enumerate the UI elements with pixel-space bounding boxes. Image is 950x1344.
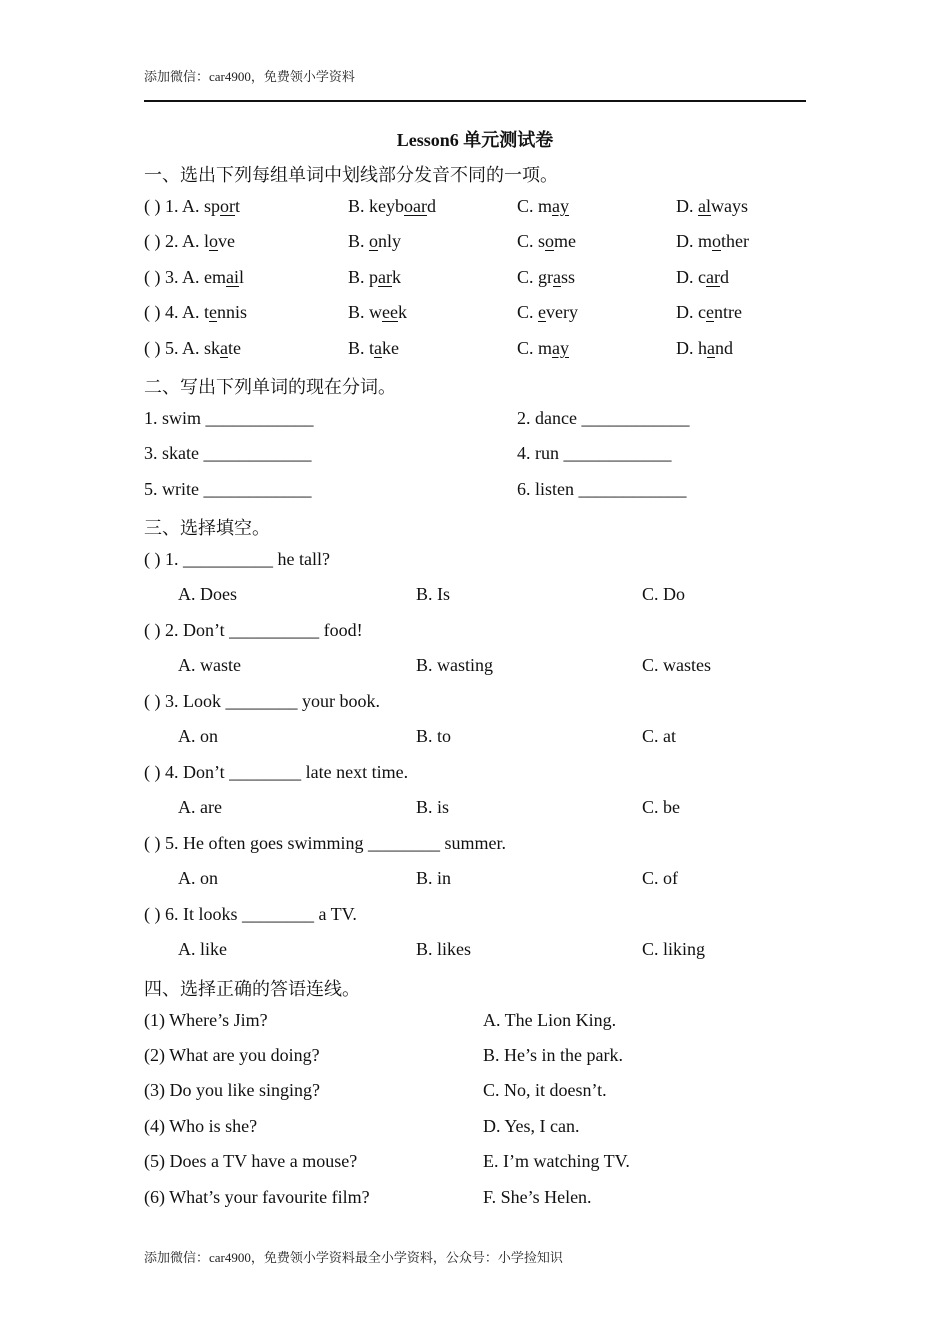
mc-question: ( ) 3. Look ________ your book. xyxy=(144,691,380,711)
participle-item-1: 1. swim ____________ xyxy=(144,408,314,428)
pronunciation-row xyxy=(144,267,244,288)
header-divider xyxy=(144,100,806,102)
mc-option-a: A. waste xyxy=(178,655,241,675)
option-text: D. m xyxy=(676,231,712,251)
pronunciation-option xyxy=(517,196,569,217)
mc-option-c: C. at xyxy=(642,726,676,746)
option-text: me xyxy=(554,231,577,251)
option-text: C. s xyxy=(517,231,546,251)
pronunciation-option xyxy=(204,196,240,216)
underlined-letters: or xyxy=(220,196,236,216)
mc-option-c: C. Do xyxy=(642,584,686,604)
pronunciation-option xyxy=(676,231,749,252)
pronunciation-option xyxy=(676,338,733,359)
pronunciation-option xyxy=(676,267,729,288)
option-text: D. xyxy=(676,196,698,216)
mc-question: ( ) 1. __________ he tall? xyxy=(144,549,330,569)
option-text: B. keyb xyxy=(348,196,404,216)
pronunciation-option xyxy=(348,231,401,252)
underlined-letters: oar xyxy=(404,196,427,216)
option-text: C. gr xyxy=(517,267,553,287)
option-text: B. xyxy=(348,231,370,251)
option-text: em xyxy=(204,267,226,287)
pronunciation-row xyxy=(144,338,241,359)
option-text: sp xyxy=(204,196,221,216)
section3-heading: 三、选择填空。 xyxy=(144,518,270,538)
match-answer: A. The Lion King. xyxy=(483,1010,617,1030)
mc-option-b: B. in xyxy=(416,868,452,888)
mc-option-c: C. wastes xyxy=(642,655,711,675)
option-text: B. p xyxy=(348,267,379,287)
mc-question: ( ) 2. Don’t __________ food! xyxy=(144,620,363,640)
question-number: ( ) 4. A. xyxy=(144,302,204,322)
pronunciation-row xyxy=(144,196,240,217)
mc-option-a: A. on xyxy=(178,868,218,888)
match-question: (5) Does a TV have a mouse? xyxy=(144,1151,358,1171)
pronunciation-option xyxy=(204,231,235,251)
option-text: te xyxy=(228,338,242,358)
underlined-letters: ay xyxy=(552,196,570,216)
option-text: t xyxy=(235,196,241,216)
question-number: ( ) 2. A. xyxy=(144,231,204,251)
option-text: D. c xyxy=(676,302,706,322)
pronunciation-option xyxy=(676,196,748,217)
question-number: ( ) 3. A. xyxy=(144,267,204,287)
underlined-letters: a xyxy=(553,267,561,287)
match-answer: C. No, it doesn’t. xyxy=(483,1080,607,1100)
underlined-letters: a xyxy=(374,338,383,358)
option-text: l xyxy=(239,267,245,287)
option-text: C. m xyxy=(517,338,553,358)
match-question: (6) What’s your favourite film? xyxy=(144,1187,370,1207)
page-footer: 添加微信：car4900，免费领小学资料最全小学资料，公众号：小学捡知识 xyxy=(144,1250,563,1265)
option-text: nnis xyxy=(217,302,248,322)
pronunciation-option xyxy=(348,338,399,359)
mc-option-a: A. like xyxy=(178,939,227,959)
mc-option-b: B. wasting xyxy=(416,655,494,675)
option-text: sk xyxy=(204,338,221,358)
match-answer: F. She’s Helen. xyxy=(483,1187,592,1207)
underlined-letters: a xyxy=(220,338,229,358)
option-text: l xyxy=(204,231,210,251)
mc-option-b: B. to xyxy=(416,726,452,746)
pronunciation-option xyxy=(204,338,241,358)
question-number: ( ) 1. A. xyxy=(144,196,204,216)
participle-item-2: 2. dance ____________ xyxy=(517,408,690,428)
option-text: ways xyxy=(711,196,748,216)
mc-option-c: C. of xyxy=(642,868,678,888)
option-text: B. t xyxy=(348,338,375,358)
mc-question: ( ) 5. He often goes swimming ________ summer. xyxy=(144,833,506,853)
option-text: d xyxy=(719,267,729,287)
underlined-letters: e xyxy=(706,302,714,322)
underlined-letters: o xyxy=(712,231,721,251)
underlined-letters: o xyxy=(545,231,555,251)
option-text: t xyxy=(204,302,210,322)
match-answer: D. Yes, I can. xyxy=(483,1116,580,1136)
underlined-letters: ee xyxy=(382,302,398,322)
underlined-letters: o xyxy=(209,231,219,251)
underlined-letters: ar xyxy=(706,267,720,287)
option-text: nly xyxy=(378,231,402,251)
option-text: ve xyxy=(218,231,236,251)
mc-option-c: C. liking xyxy=(642,939,706,959)
option-text: very xyxy=(546,302,578,322)
option-text: d xyxy=(426,196,436,216)
pronunciation-option xyxy=(676,302,742,323)
page-header: 添加微信：car4900，免费领小学资料 xyxy=(144,69,355,84)
mc-option-a: A. on xyxy=(178,726,218,746)
page-title: Lesson6 单元测试卷 xyxy=(396,130,554,150)
participle-item-3: 3. skate ____________ xyxy=(144,443,312,463)
pronunciation-option xyxy=(517,267,575,288)
match-question: (2) What are you doing? xyxy=(144,1045,320,1065)
section1-heading: 一、选出下列每组单词中划线部分发音不同的一项。 xyxy=(144,165,558,185)
underlined-letters: e xyxy=(538,302,547,322)
underlined-letters: e xyxy=(209,302,218,322)
pronunciation-option xyxy=(517,231,576,252)
participle-item-6: 6. listen ____________ xyxy=(517,479,687,499)
option-text: ther xyxy=(721,231,749,251)
mc-option-c: C. be xyxy=(642,797,680,817)
option-text: D. h xyxy=(676,338,707,358)
section2-heading: 二、写出下列单词的现在分词。 xyxy=(144,377,396,397)
underlined-letters: ar xyxy=(378,267,392,287)
mc-option-b: B. likes xyxy=(416,939,472,959)
match-answer: E. I’m watching TV. xyxy=(483,1151,630,1171)
underlined-letters: a xyxy=(707,338,715,358)
question-number: ( ) 5. A. xyxy=(144,338,204,358)
pronunciation-option xyxy=(348,196,436,217)
option-text: D. c xyxy=(676,267,706,287)
pronunciation-option xyxy=(204,302,247,322)
pronunciation-row xyxy=(144,231,235,252)
option-text: k xyxy=(392,267,401,287)
pronunciation-option xyxy=(517,338,569,359)
option-text: ss xyxy=(561,267,576,287)
mc-option-a: A. are xyxy=(178,797,222,817)
option-text: nd xyxy=(715,338,733,358)
option-text: C. xyxy=(517,302,539,322)
option-text: B. w xyxy=(348,302,383,322)
match-question: (3) Do you like singing? xyxy=(144,1080,320,1100)
pronunciation-row xyxy=(144,302,247,323)
option-text: ntre xyxy=(714,302,742,322)
participle-item-4: 4. run ____________ xyxy=(517,443,672,463)
pronunciation-option xyxy=(517,302,578,323)
option-text: C. m xyxy=(517,196,553,216)
mc-question: ( ) 6. It looks ________ a TV. xyxy=(144,904,357,924)
mc-option-b: B. Is xyxy=(416,584,451,604)
section4-heading: 四、选择正确的答语连线。 xyxy=(144,979,360,999)
match-answer: B. He’s in the park. xyxy=(483,1045,623,1065)
mc-option-b: B. is xyxy=(416,797,450,817)
match-question: (1) Where’s Jim? xyxy=(144,1010,268,1030)
underlined-letters: al xyxy=(698,196,711,216)
option-text: ke xyxy=(382,338,400,358)
mc-option-a: A. Does xyxy=(178,584,237,604)
underlined-letters: ay xyxy=(552,338,570,358)
mc-question: ( ) 4. Don’t ________ late next time. xyxy=(144,762,409,782)
underlined-letters: o xyxy=(369,231,379,251)
option-text: k xyxy=(398,302,407,322)
participle-item-5: 5. write ____________ xyxy=(144,479,312,499)
pronunciation-option xyxy=(348,267,401,288)
pronunciation-option xyxy=(204,267,244,287)
pronunciation-option xyxy=(348,302,407,323)
underlined-letters: ai xyxy=(226,267,239,287)
match-question: (4) Who is she? xyxy=(144,1116,258,1136)
